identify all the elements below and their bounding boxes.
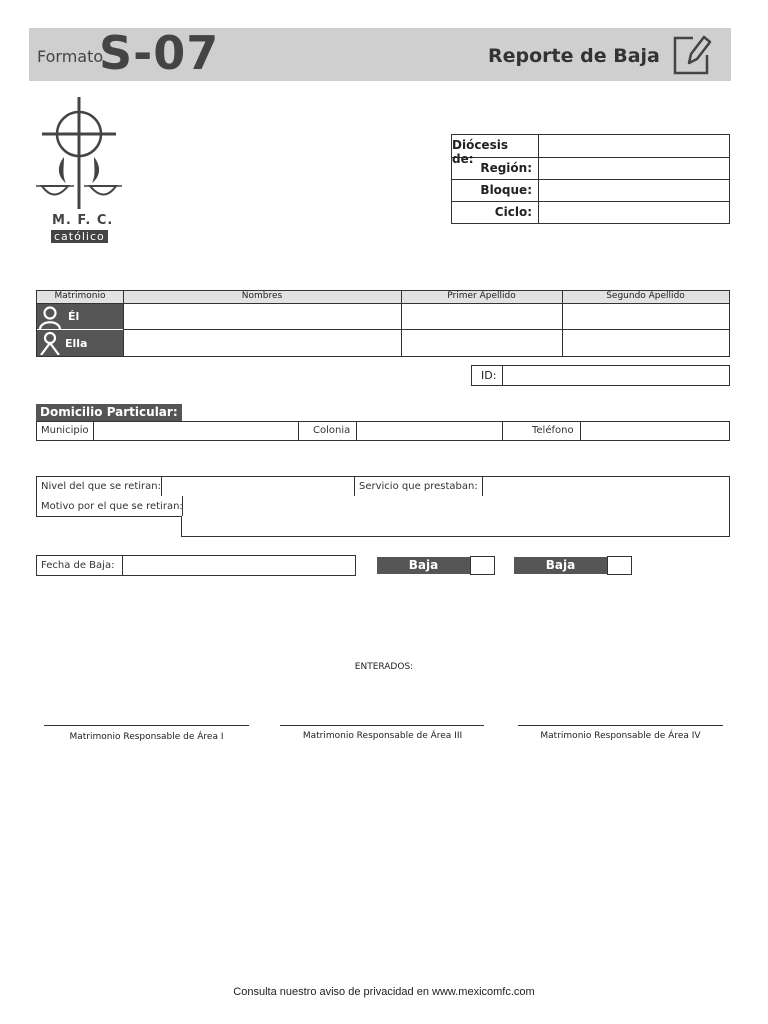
el-segundo-apellido-input[interactable]: [566, 308, 725, 324]
nivel-servicio-row: [36, 476, 730, 497]
el-nombres-input[interactable]: [127, 308, 397, 324]
header-matrimonio: Matrimonio: [54, 291, 106, 301]
signature-line: [280, 725, 484, 726]
motivo-row-2[interactable]: [181, 516, 730, 537]
cross-emblem-icon: [34, 97, 124, 212]
id-field: [471, 365, 730, 386]
ciclo-label: Ciclo:: [494, 205, 532, 219]
motivo-input-2[interactable]: [186, 518, 725, 533]
form-title: Reporte de Baja: [488, 45, 660, 67]
nivel-label: Nivel del que se retiran:: [41, 481, 161, 492]
fecha-baja-input[interactable]: [126, 558, 351, 573]
signature-area-1: Matrimonio Responsable de Área I: [69, 732, 224, 742]
row-label-ella: Ella: [37, 330, 123, 356]
colonia-label: Colonia: [313, 425, 351, 436]
fecha-baja-field: [36, 555, 356, 576]
logo-subtext: católico: [51, 230, 108, 243]
header-nombres: Nombres: [241, 291, 283, 301]
form-code: S-07: [99, 26, 220, 80]
header-primer-apellido: Primer Apellido: [447, 291, 516, 301]
fecha-baja-label: Fecha de Baja:: [41, 560, 115, 571]
person-icon: [39, 331, 61, 355]
signature-area-3: Matrimonio Responsable de Área III: [302, 731, 463, 741]
nivel-input[interactable]: [165, 479, 350, 494]
domicilio-row: [36, 421, 730, 441]
signature-line: [518, 725, 723, 726]
el-primer-apellido-input[interactable]: [405, 308, 558, 324]
header-segundo-apellido: Segundo Apellido: [606, 291, 685, 301]
ella-segundo-apellido-input[interactable]: [566, 335, 725, 351]
region-label: Región:: [480, 161, 532, 175]
header-bar: [29, 28, 731, 81]
ella-nombres-input[interactable]: [127, 335, 397, 351]
privacy-footer: Consulta nuestro aviso de privacidad en www.mexicomfc.com: [233, 986, 535, 998]
edit-icon: [671, 33, 713, 81]
enterados-label: ENTERADOS:: [354, 662, 414, 672]
ciclo-input[interactable]: [543, 204, 723, 220]
formato-label: Formato: [37, 47, 104, 66]
signature-area-4: Matrimonio Responsable de Área IV: [540, 731, 701, 741]
mfc-logo: [34, 97, 124, 247]
bloque-input[interactable]: [543, 182, 723, 198]
colonia-input[interactable]: [360, 424, 498, 438]
baja-definitiva-label: Baja Definitiva: [514, 557, 607, 574]
telefono-input[interactable]: [584, 424, 725, 438]
domicilio-title: Domicilio Particular:: [36, 404, 182, 421]
baja-temporal-label: Baja Temporal: [377, 557, 470, 574]
motivo-input[interactable]: [186, 498, 725, 513]
logo-text: M. F. C.: [52, 213, 114, 228]
region-input[interactable]: [543, 160, 723, 176]
diocese-table: [451, 134, 730, 224]
municipio-input[interactable]: [97, 424, 293, 438]
id-label: ID:: [481, 369, 497, 382]
servicio-label: Servicio que prestaban:: [359, 481, 478, 492]
motivo-label: Motivo por el que se retiran:: [41, 501, 183, 512]
person-icon: [39, 305, 61, 329]
diocesis-input[interactable]: [543, 138, 723, 154]
servicio-input[interactable]: [486, 479, 725, 494]
signature-line: [44, 725, 249, 726]
telefono-label: Teléfono: [532, 425, 574, 436]
baja-temporal-checkbox[interactable]: [470, 556, 495, 575]
diocesis-label: Diócesis de:: [452, 138, 508, 166]
municipio-label: Municipio: [41, 425, 89, 436]
bloque-label: Bloque:: [480, 183, 532, 197]
couple-table: [36, 290, 730, 357]
id-input[interactable]: [507, 368, 725, 383]
ella-primer-apellido-input[interactable]: [405, 335, 558, 351]
row-label-el: Él: [37, 304, 123, 329]
baja-definitiva-checkbox[interactable]: [607, 556, 632, 575]
motivo-row: [36, 496, 730, 517]
